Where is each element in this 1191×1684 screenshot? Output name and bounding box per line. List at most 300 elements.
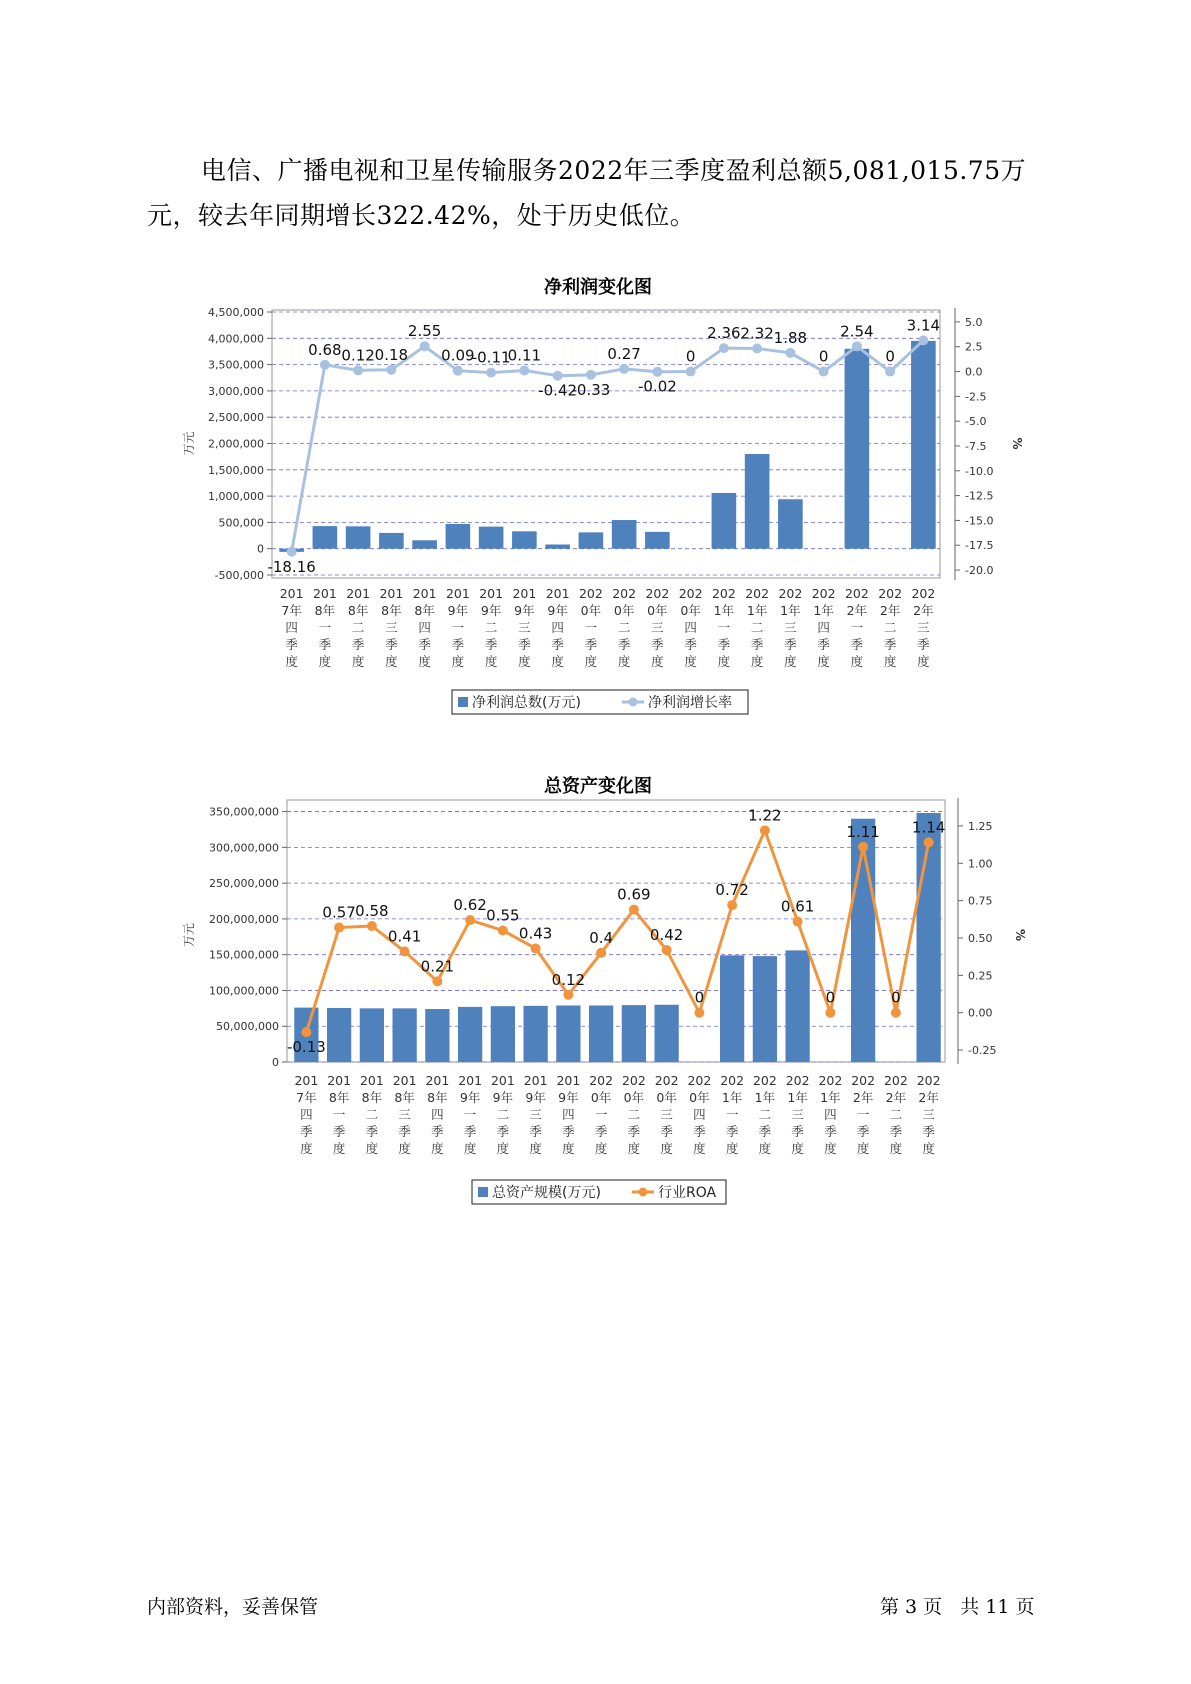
x-tick-label: 1年 [746,603,768,618]
x-tick-label: 度 [584,654,598,669]
data-label: 1.22 [748,806,782,825]
x-tick-label: 二 [750,620,764,635]
x-tick-label: 度 [889,1141,903,1156]
x-tick-label: 1年 [787,1090,808,1105]
line-point [885,367,895,377]
x-tick-label: 季 [917,637,930,652]
line-point [752,344,762,354]
x-tick-label: 三 [922,1107,935,1122]
paragraph-text: 电信、广播电视和卫星传输服务2022年三季度盈利总额5,081,015.75万元，较去年同期增长322.42%，处于历史低位。 [147,156,1027,230]
x-tick-label: 202 [818,1073,843,1088]
line-point [287,547,297,557]
x-tick-label: 201 [479,586,504,601]
x-tick-label: 四 [418,620,431,635]
legend-swatch-bar [458,697,468,707]
x-tick-label: 2年 [918,1090,939,1105]
y-tick-label-left: 1,000,000 [208,490,264,504]
x-tick-label: 二 [883,620,897,635]
data-label: 0 [891,988,901,1007]
x-tick-label: 二 [889,1107,903,1122]
x-tick-label: 度 [594,1141,608,1156]
x-tick-label: 度 [562,1141,575,1156]
data-label: 0.21 [420,957,455,976]
bar [313,526,338,549]
x-tick-label: 一 [463,1107,477,1122]
data-label: -0.13 [286,1038,326,1057]
x-tick-label: 度 [398,1141,411,1156]
data-label: 3.14 [906,316,941,335]
x-tick-label: 季 [431,1124,444,1139]
x-tick-label: 度 [750,654,764,669]
x-tick-label: 季 [684,637,697,652]
y-axis-title-right: % [1010,437,1024,450]
line-point [785,348,795,358]
y-tick-label-right: -2.5 [965,390,987,404]
x-tick-label: 季 [318,637,332,652]
x-tick-label: 度 [850,654,864,669]
y-tick-label-left: 2,000,000 [208,437,264,451]
y-tick-label-left: 100,000,000 [209,984,279,998]
line-point [858,842,868,852]
data-label: 0.69 [617,885,651,904]
x-tick-label: 2年 [846,603,868,618]
x-tick-label: 二 [617,620,631,635]
x-tick-label: 三 [917,620,930,635]
y-tick-label-left: 3,000,000 [208,384,264,398]
line-point [563,990,573,1000]
legend-label: 行业ROA [658,1185,717,1201]
y-tick-label-right: -5.0 [965,415,987,429]
y-tick-label-right: -12.5 [965,489,994,503]
x-tick-label: 度 [617,654,631,669]
data-label: 0.58 [355,902,389,921]
line-point [586,370,596,380]
x-tick-label: 9年 [492,1090,514,1105]
line-point [819,367,829,377]
x-tick-label: 9年 [547,603,568,618]
x-tick-label: 1年 [780,603,801,618]
x-tick-label: 二 [758,1107,772,1122]
data-label: 0.4 [589,928,614,947]
x-tick-label: 四 [285,620,298,635]
x-tick-label: 202 [645,586,670,601]
x-tick-label: 8年 [361,1090,383,1105]
x-tick-label: 季 [883,637,897,652]
bar [512,531,537,548]
x-tick-label: 度 [496,1141,510,1156]
x-tick-label: 季 [817,637,830,652]
line-point [825,1008,835,1018]
x-tick-label: 202 [745,586,770,601]
line-point [918,335,928,345]
x-tick-label: 202 [878,586,903,601]
x-tick-label: 度 [451,654,465,669]
bar [622,1005,646,1062]
x-tick-label: 7年 [281,603,302,618]
y-tick-label-right: 5.0 [965,315,983,329]
data-label: 1.11 [846,822,880,841]
bar [491,1006,515,1062]
x-tick-label: 度 [285,654,298,669]
y-tick-label-right: -7.5 [965,439,987,453]
x-tick-label: 201 [445,586,470,601]
x-tick-label: 1年 [820,1090,841,1105]
line-point [400,946,410,956]
line-point [531,943,541,953]
bar [379,533,404,549]
x-tick-label: 8年 [328,1090,350,1105]
x-tick-label: 201 [294,1073,319,1088]
x-tick-label: 度 [365,1141,379,1156]
data-label: 0.41 [387,927,422,946]
x-tick-label: 四 [817,620,830,635]
x-tick-label: 一 [717,620,731,635]
x-tick-label: 201 [327,1073,352,1088]
x-tick-label: 201 [312,586,337,601]
x-tick-label: 201 [346,586,371,601]
legend-label: 净利润总数(万元) [472,695,581,711]
bar [745,454,770,549]
chart-title-total-assets: 总资产变化图 [544,776,652,797]
x-tick-label: 1年 [721,1090,743,1105]
x-tick-label: 0年 [647,603,668,618]
line-point [891,1008,901,1018]
bar [524,1006,548,1062]
data-label: 0.11 [507,346,542,365]
x-tick-label: 8年 [394,1090,415,1105]
x-tick-label: 度 [627,1141,641,1156]
x-tick-label: 度 [684,654,697,669]
x-tick-label: 202 [778,586,803,601]
x-tick-label: 一 [594,1107,608,1122]
x-tick-label: 季 [693,1124,706,1139]
x-tick-label: 0年 [590,1090,612,1105]
footer-confidential: 内部资料，妥善保管 [147,1596,319,1618]
x-tick-label: 8年 [427,1090,448,1105]
y-tick-label-left: 500,000 [218,516,264,530]
x-tick-label: 9年 [459,1090,481,1105]
x-tick-label: 季 [529,1124,542,1139]
line-point [686,367,696,377]
x-tick-label: 季 [758,1124,772,1139]
data-label: -0.11 [471,348,511,367]
y-tick-label-right: 0.50 [968,931,993,945]
line-point [719,343,729,353]
bar [720,955,744,1062]
x-tick-label: 季 [418,637,431,652]
x-tick-label: 度 [651,654,664,669]
x-tick-label: 1年 [754,1090,776,1105]
y-tick-label-left: 1,500,000 [208,463,264,477]
body-paragraph [147,148,1047,238]
bar [753,956,777,1062]
x-tick-label: 度 [660,1141,673,1156]
line-point [662,945,672,955]
x-tick-label: 季 [351,637,365,652]
x-tick-label: 季 [518,637,531,652]
x-tick-label: 二 [351,620,365,635]
x-tick-label: 9年 [525,1090,546,1105]
x-tick-label: 201 [359,1073,384,1088]
x-tick-label: 季 [365,1124,379,1139]
x-tick-label: 度 [917,654,930,669]
data-label: 0.62 [453,896,487,915]
line-point [924,837,934,847]
x-tick-label: 202 [621,1073,646,1088]
x-tick-label: 一 [451,620,465,635]
x-tick-label: 201 [545,586,570,601]
data-label: 0 [885,347,895,366]
data-label: 0.12 [341,346,375,365]
x-tick-label: 2年 [913,603,934,618]
y-tick-label-left: 200,000,000 [209,912,279,926]
x-tick-label: 一 [725,1107,739,1122]
bar [458,1007,482,1062]
x-tick-label: 201 [412,586,437,601]
x-tick-label: 9年 [558,1090,579,1105]
x-tick-label: 二 [627,1107,641,1122]
x-tick-label: 度 [484,654,498,669]
data-label: 0.12 [551,970,586,989]
x-tick-label: 季 [398,1124,411,1139]
bar [911,341,936,549]
net-profit-chart [0,300,1191,720]
x-tick-label: 202 [811,586,836,601]
y-tick-label-right: 1.25 [968,819,993,833]
line-point [320,360,330,370]
x-tick-label: 一 [332,1107,346,1122]
line-point [367,921,377,931]
data-label: 0.18 [374,345,409,364]
legend-swatch-marker [629,698,638,707]
y-tick-label-right: 0.25 [968,969,993,983]
x-tick-label: 201 [490,1073,515,1088]
line-point [694,1008,704,1018]
x-tick-label: 202 [752,1073,777,1088]
x-tick-label: 季 [856,1124,870,1139]
x-tick-label: 202 [678,586,703,601]
line-point [498,926,508,936]
x-tick-label: 度 [318,654,332,669]
data-label: 0 [694,988,705,1007]
x-tick-label: 季 [451,637,465,652]
line-point [420,341,430,351]
x-tick-label: 度 [717,654,731,669]
x-tick-label: 0年 [656,1090,677,1105]
x-tick-label: 7年 [296,1090,317,1105]
x-tick-label: 季 [627,1124,641,1139]
y-tick-label-right: -0.25 [968,1044,997,1058]
x-tick-label: 202 [883,1073,908,1088]
data-label: 2.55 [407,322,442,341]
bar [589,1005,613,1062]
x-tick-label: 三 [660,1107,673,1122]
data-label: 0.61 [780,897,815,916]
x-tick-label: 季 [850,637,864,652]
bar [845,349,870,549]
x-tick-label: 度 [385,654,398,669]
x-tick-label: 202 [720,1073,745,1088]
line-point [760,825,770,835]
x-tick-label: 度 [758,1141,772,1156]
data-label: 0 [818,347,829,366]
x-tick-label: 202 [612,586,637,601]
x-tick-label: 四 [684,620,697,635]
line-point [793,917,803,927]
y-tick-label-right: -20.0 [965,564,994,578]
x-tick-label: 四 [693,1107,706,1122]
x-tick-label: 季 [717,637,731,652]
line-point [629,905,639,915]
x-tick-label: 202 [916,1073,941,1088]
y-tick-label-right: 0.00 [968,1006,993,1020]
x-tick-label: 201 [379,586,404,601]
y-tick-label-left: 0 [257,542,264,556]
data-label: 1.88 [773,328,808,347]
bar [412,540,437,548]
y-tick-label-right: 1.00 [968,857,993,871]
x-tick-label: 季 [651,637,664,652]
x-tick-label: 8年 [381,603,402,618]
x-tick-label: 季 [584,637,598,652]
x-tick-label: 202 [654,1073,679,1088]
bar [479,527,504,549]
x-tick-label: 季 [660,1124,673,1139]
bar [778,499,803,548]
bar [655,1005,679,1062]
x-tick-label: 201 [392,1073,417,1088]
x-tick-label: 202 [851,1073,876,1088]
x-tick-label: 季 [824,1124,837,1139]
x-tick-label: 季 [385,637,398,652]
x-tick-label: 1年 [813,603,834,618]
x-tick-label: 三 [518,620,531,635]
x-tick-label: 度 [725,1141,739,1156]
x-tick-label: 8年 [347,603,369,618]
bar [917,813,941,1062]
footer-page-number: 第 3 页 共 11 页 [880,1596,1035,1618]
x-tick-label: 季 [594,1124,608,1139]
x-tick-label: 202 [785,1073,810,1088]
x-tick-label: 度 [551,654,564,669]
x-tick-label: 202 [844,586,869,601]
y-axis-title-left: 万元 [182,922,196,948]
x-tick-label: 度 [856,1141,870,1156]
line-point [453,366,463,376]
y-axis-title-right: % [1013,928,1027,942]
y-tick-label-left: 250,000,000 [209,877,279,891]
bar [612,520,637,549]
data-label: 0.09 [441,346,475,365]
line-point [519,365,529,375]
y-tick-label-right: -17.5 [965,539,994,553]
bar [556,1005,580,1062]
y-tick-label-left: 300,000,000 [209,841,279,855]
data-label: -0.33 [571,380,611,399]
x-tick-label: 四 [551,620,564,635]
bar [545,544,570,548]
x-tick-label: 季 [285,637,298,652]
x-tick-label: 0年 [613,603,635,618]
y-tick-label-left: 350,000,000 [209,805,279,819]
x-tick-label: 三 [385,620,398,635]
y-tick-label-left: 3,500,000 [208,358,264,372]
data-label: 0.68 [308,340,342,359]
y-tick-label-left: 50,000,000 [216,1020,279,1034]
x-tick-label: 201 [523,1073,548,1088]
legend-label: 总资产规模(万元) [492,1185,601,1201]
x-tick-label: 季 [617,637,631,652]
x-tick-label: 季 [889,1124,903,1139]
x-tick-label: 一 [850,620,864,635]
y-tick-label-left: 4,000,000 [208,332,264,346]
x-tick-label: 季 [484,637,498,652]
x-tick-label: 8年 [314,603,336,618]
data-label: 0 [825,988,836,1007]
bar [579,532,604,548]
x-tick-label: 二 [365,1107,379,1122]
x-tick-label: 三 [398,1107,411,1122]
y-tick-label-left: -500,000 [214,569,264,582]
line-point [652,367,662,377]
x-tick-label: 度 [883,654,897,669]
legend-label: 净利润增长率 [648,695,732,711]
x-tick-label: 度 [332,1141,346,1156]
x-tick-label: 度 [529,1141,542,1156]
x-tick-label: 四 [562,1107,575,1122]
x-tick-label: 0年 [623,1090,645,1105]
x-tick-label: 度 [922,1141,935,1156]
x-tick-label: 0年 [680,603,701,618]
data-label: 0.57 [322,903,356,922]
bar [360,1008,384,1062]
bar [786,950,810,1062]
y-axis-title-left: 万元 [182,431,196,456]
x-tick-label: 三 [791,1107,804,1122]
line-point [852,341,862,351]
x-tick-label: 度 [817,654,830,669]
x-tick-label: 202 [911,586,936,601]
data-label: 0.43 [518,924,553,943]
line-point [301,1027,311,1037]
x-tick-label: 四 [824,1107,837,1122]
x-tick-label: 度 [418,654,431,669]
data-label: 1.14 [911,818,946,837]
y-tick-label-right: 0.0 [965,365,983,379]
x-tick-label: 201 [279,586,304,601]
x-tick-label: 季 [791,1124,804,1139]
x-tick-label: 季 [551,637,564,652]
line-point [334,923,344,933]
x-tick-label: 9年 [480,603,502,618]
y-tick-label-right: 2.5 [965,340,983,354]
x-tick-label: 8年 [414,603,435,618]
x-tick-label: 二 [484,620,498,635]
line-point [727,900,737,910]
x-tick-label: 202 [589,1073,614,1088]
data-label: -18.16 [267,557,316,576]
x-tick-label: 0年 [689,1090,710,1105]
bar [851,819,875,1062]
y-tick-label-right: -15.0 [965,514,994,528]
line-point [486,368,496,378]
x-tick-label: 9年 [447,603,469,618]
bar [425,1009,449,1062]
bar [393,1008,417,1062]
data-label: 0.55 [486,906,520,925]
x-tick-label: 三 [651,620,664,635]
x-tick-label: 2年 [852,1090,874,1105]
